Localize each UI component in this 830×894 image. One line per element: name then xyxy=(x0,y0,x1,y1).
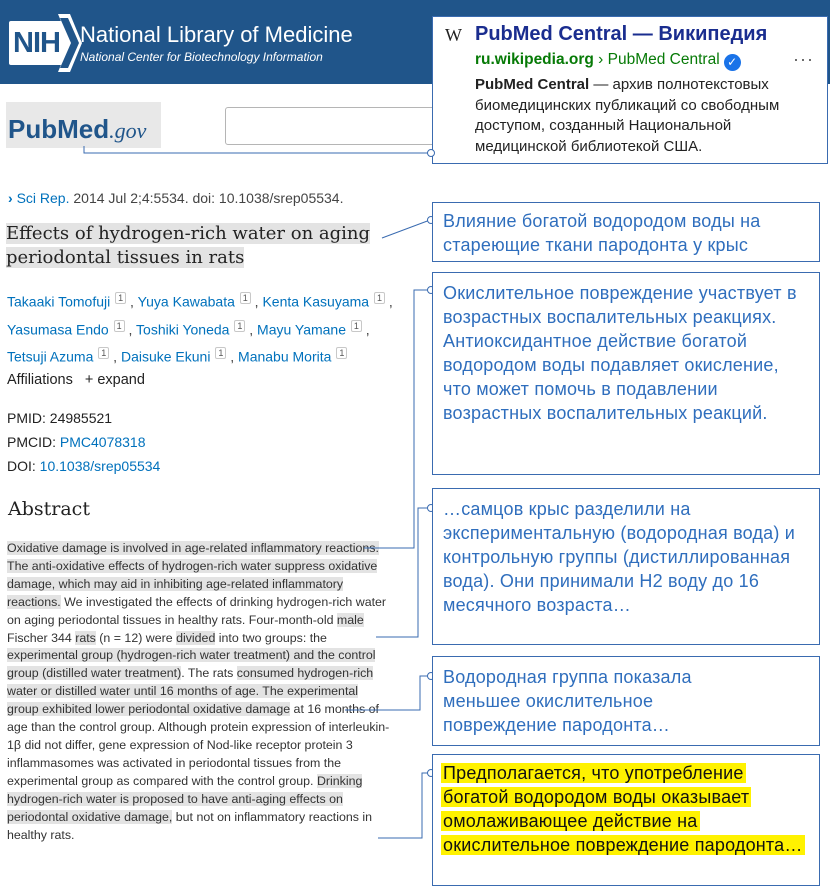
connector-dot xyxy=(427,149,435,157)
affiliation-ref[interactable]: 1 xyxy=(374,292,385,304)
affiliation-ref[interactable]: 1 xyxy=(114,320,125,332)
abstract-text-part: . The rats xyxy=(181,666,237,681)
annotation-conclusion-highlight: Предполагается, что употребление богатой водородом воды оказывает омолаживающее действие на окислительное повреждение пародонта… xyxy=(443,763,803,855)
nih-logo-text: NIH xyxy=(13,27,60,59)
article-title-text: Effects of hydrogen-rich water on aging periodontal tissues in rats xyxy=(6,223,371,268)
abstract-hl-consumed: consumed hydrogen-rich water or distilled water until 16 months of age. xyxy=(7,666,374,699)
author-link[interactable]: Toshiki Yoneda xyxy=(136,321,230,338)
affiliation-ref[interactable]: 1 xyxy=(234,320,245,332)
affiliation-ref[interactable]: 1 xyxy=(336,347,347,359)
connector-oxidative xyxy=(364,290,430,548)
author-link[interactable]: Yasumasa Endo xyxy=(7,321,109,338)
abstract-text-part: at 16 months of age than the control group. Although protein expression of interleukin-1β did not differ, gene expression of Nod-like receptor protein 3 inflammasomes was activated in periodontal tissues from the experimental group as compared with the control group. xyxy=(7,702,390,788)
author-link[interactable]: Tetsuji Azuma xyxy=(7,348,94,365)
abstract-text-part: (n = 12) were xyxy=(95,630,177,645)
wiki-title-link[interactable]: PubMed Central — Википедия xyxy=(475,23,768,45)
affiliations-label: Affiliations xyxy=(7,372,73,388)
annotation-conclusion xyxy=(432,754,820,886)
journal-link[interactable]: Sci Rep. xyxy=(16,190,70,206)
annotation-result xyxy=(432,656,820,746)
author-link[interactable]: Yuya Kawabata xyxy=(137,293,235,310)
annotation-method-text: …самцов крыс разделили на экспериментальную (водородная вода) и контрольную группы (дистиллированная вода). Они принимали H2 воду до 16 месячного возраста… xyxy=(443,499,796,615)
abstract-sentence-oxidative: Oxidative damage is involved in age-related inflammatory reactions. The anti-oxidative effects of hydrogen-rich water suppress oxidative damage, which may aid in inhibiting age-related inflammatory reactions. xyxy=(7,541,379,609)
affiliation-ref[interactable]: 1 xyxy=(351,320,362,332)
author-link[interactable]: Manabu Morita xyxy=(238,348,332,365)
abstract-text-part: but not on inflammatory reactions in healthy rats. xyxy=(7,809,373,842)
connector-result xyxy=(345,676,430,710)
abstract-text-part: into two groups: the xyxy=(215,630,327,645)
author-link[interactable]: Takaaki Tomofuji xyxy=(7,293,111,310)
nlm-subtitle: National Center for Biotechnology Information xyxy=(80,50,323,64)
expand-affiliations-button[interactable]: + expand xyxy=(84,372,145,388)
chevron-right-icon: › xyxy=(8,190,13,206)
wikipedia-icon: W xyxy=(445,25,462,45)
pmid-value: 24985521 xyxy=(49,410,113,426)
affiliation-ref[interactable]: 1 xyxy=(240,292,251,304)
abstract-text-part: Fischer 344 xyxy=(7,630,76,645)
wiki-domain: ru.wikipedia.org xyxy=(475,51,594,68)
abstract-hl-rats: rats xyxy=(75,630,96,645)
connector-wiki xyxy=(84,146,430,153)
abstract-text-part: We investigated the effects of drinking hydrogen-rich water on aging periodontal tissues in healthy rats. Four-month-old xyxy=(7,594,387,627)
affiliation-ref[interactable]: 1 xyxy=(215,347,226,359)
pmcid-link[interactable]: PMC4078318 xyxy=(59,434,146,450)
pubmed-logo-suffix: .gov xyxy=(109,118,147,143)
connector-conclusion xyxy=(378,773,430,838)
pmid-label: PMID: xyxy=(7,410,50,426)
pubmed-logo-main: PubMed xyxy=(8,114,110,144)
wiki-desc-bold: PubMed Central xyxy=(475,76,590,93)
abstract-hl-male: male xyxy=(336,612,364,627)
abstract-hl-conclusion: Drinking hydrogen-rich water is proposed to have anti-aging effects on periodontal oxidative damage, xyxy=(7,773,363,824)
verified-check-icon: ✓ xyxy=(724,54,741,71)
doi-label: DOI: xyxy=(7,458,40,474)
abstract-hl-divided: divided xyxy=(176,630,216,645)
author-link[interactable]: Mayu Yamane xyxy=(257,321,347,338)
nlm-title[interactable]: National Library of Medicine xyxy=(80,22,353,47)
abstract-heading: Abstract xyxy=(8,498,90,520)
annotation-oxidative xyxy=(432,272,820,475)
abstract-hl-groups: experimental group (hydrogen-rich water treatment) and the control group (distilled water treatment) xyxy=(7,648,376,681)
abstract-hl-result: The experimental group exhibited lower periodontal oxidative damage xyxy=(7,684,359,717)
annotation-method xyxy=(432,488,820,645)
annotation-oxidative-text: Окислительное повреждение участвует в возрастных воспалительных реакциях. Антиоксидантное действие богатой водородом воды подавляет окисление, что может помочь в подавлении возрастных воспалительных реакций. xyxy=(443,283,797,423)
pmcid-label: PMCID: xyxy=(7,434,60,450)
annotation-result-text: Водородная группа показала меньшее окислительное повреждение пародонта… xyxy=(443,667,692,735)
connector-method xyxy=(376,508,430,637)
annotation-title-text: Влияние богатой водородом воды на стареющие ткани пародонта у крыс xyxy=(443,211,761,255)
annotation-title xyxy=(432,202,820,262)
author-list: Takaaki Tomofuji $^1$ , Yuya Kawabata $^1$ , Kenta Kasuyama $^1$ , Yasumasa Endo $^1$ , Toshiki Yoneda $^1$ , Mayu Yamane $^1$ , Tetsuji Azuma $^1$ , Daisuke Ekuni $^1$ , Manabu Morita $^1$ xyxy=(7,293,393,365)
doi-link[interactable]: 10.1038/srep05534 xyxy=(39,458,161,474)
citation-text: 2014 Jul 2;4:5534. doi: 10.1038/srep05534. xyxy=(69,190,344,206)
connector-title xyxy=(382,220,430,238)
annotation-conclusion-text xyxy=(441,761,811,857)
affiliation-ref[interactable]: 1 xyxy=(98,347,109,359)
author-link[interactable]: Kenta Kasuyama xyxy=(262,293,370,310)
wiki-path: › PubMed Central xyxy=(598,51,720,68)
more-options-icon[interactable]: ··· xyxy=(793,49,814,69)
affiliation-ref[interactable]: 1 xyxy=(115,292,126,304)
author-link[interactable]: Daisuke Ekuni xyxy=(120,348,211,365)
wiki-desc-rest: — архив полнотекстовых биомедицинских публикаций со свободным доступом, созданный Национальной медицинской библиотекой США. xyxy=(475,76,780,155)
